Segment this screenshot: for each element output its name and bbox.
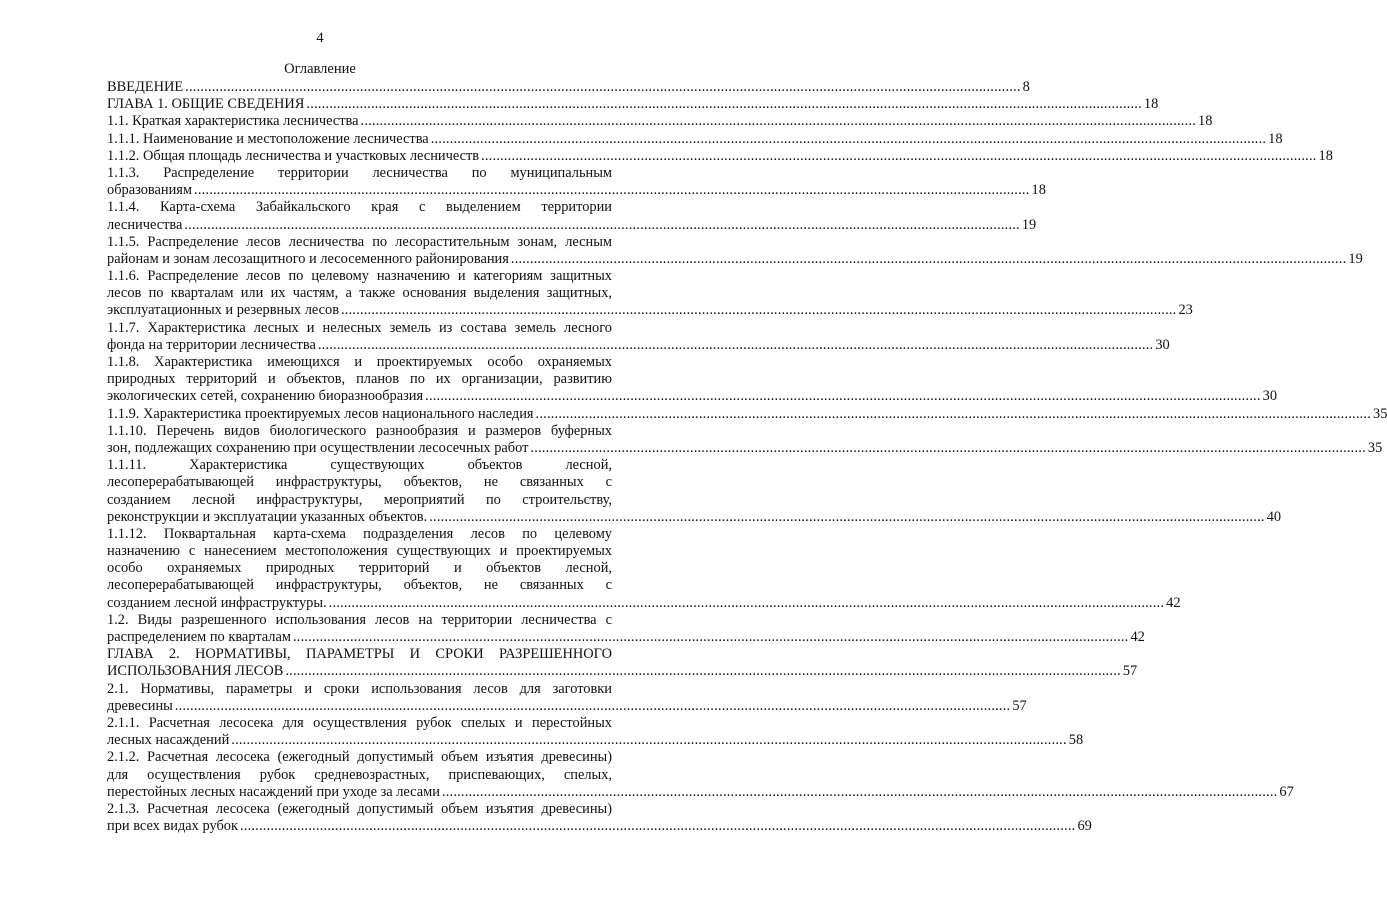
toc-entry-text: экологических сетей, сохранению биоразнообразия: [107, 388, 424, 405]
toc-entry-text: природных территорий и объектов, планов по их организации, развитию: [107, 371, 612, 388]
toc-entry[interactable]: [107, 457, 1282, 526]
toc-entry-text: 1.1.7. Характеристика лесных и нелесных земель из состава земель лесного: [107, 319, 612, 336]
toc-page-number: 18: [1318, 147, 1333, 164]
toc-entry-text: особо охраняемых природных территорий и объектов лесной,: [107, 560, 612, 577]
dot-leader: ............................................................................................................................................................................................................................: [285, 663, 1121, 680]
toc-entry-text: фонда на территории лесничества: [107, 336, 316, 353]
toc-entry-text: лесоперерабатывающей инфраструктуры, объектов, не связанных с: [107, 577, 612, 594]
toc-entry-text: назначению с нанесением местоположения существующих и проектируемых: [107, 543, 612, 560]
toc-entry-last-line: [107, 147, 1333, 165]
toc-entry[interactable]: [107, 268, 1193, 320]
toc-entry-text: лесничества: [107, 216, 183, 233]
toc-entry[interactable]: [107, 422, 1383, 457]
toc-page-number: 40: [1266, 508, 1282, 525]
toc-entry-text: 1.1.2. Общая площадь лесничества и участковых лесничеств: [107, 147, 480, 164]
toc-entry-text: 1.1.11. Характеристика существующих объектов лесной,: [107, 457, 612, 474]
toc-entry-text: ГЛАВА 2. НОРМАТИВЫ, ПАРАМЕТРЫ И СРОКИ РАЗРЕШЕННОГО: [107, 646, 612, 663]
toc-page-number: 57: [1122, 663, 1138, 680]
toc-entry-text: ВВЕДЕНИЕ: [107, 79, 184, 95]
toc-entry-text: лесоперерабатывающей инфраструктуры, объектов, не связанных с: [107, 474, 612, 491]
toc-entry-text: распределением по кварталам: [107, 629, 291, 645]
toc-entry-last-line: [107, 336, 1170, 354]
toc-entry-text: эксплуатационных и резервных лесов: [107, 302, 339, 319]
toc-page-number: 18: [1268, 130, 1283, 147]
dot-leader: ............................................................................................................................................................................................................................: [194, 182, 1030, 199]
toc-page-number: 69: [1077, 818, 1092, 835]
dot-leader: ............................................................................................................................................................................................................................: [441, 783, 1278, 800]
toc-page-number: 8: [1022, 79, 1030, 95]
toc-entry-text: реконструкции и эксплуатации указанных объектов.: [107, 508, 428, 525]
dot-leader: ............................................................................................................................................................................................................................: [425, 388, 1261, 405]
toc-entry-last-line: [107, 405, 1387, 423]
toc-entry-last-line: [107, 130, 1283, 148]
toc-entry[interactable]: [107, 646, 1138, 680]
dot-leader: ............................................................................................................................................................................................................................: [510, 250, 1347, 267]
toc-entry-last-line: [107, 96, 1159, 113]
toc-entry-last-line: [107, 732, 1084, 749]
toc-page-number: 35: [1367, 439, 1383, 456]
toc-entry-text: при всех видах рубок: [107, 818, 238, 835]
toc-entry[interactable]: [107, 714, 1084, 749]
toc-entry[interactable]: [107, 749, 1294, 801]
toc-page-number: 19: [1348, 250, 1363, 267]
toc-entry-last-line: [107, 79, 1030, 96]
toc-page-number: 42: [1130, 629, 1145, 645]
dot-leader: ............................................................................................................................................................................................................................: [317, 336, 1154, 353]
toc-entry-last-line: [107, 439, 1383, 457]
dot-leader: ............................................................................................................................................................................................................................: [239, 818, 1076, 835]
dot-leader: ............................................................................................................................................................................................................................: [530, 439, 1366, 456]
toc-entry-text: 2.1.3. Расчетная лесосека (ежегодный допустимый объем изъятия древесины): [107, 800, 612, 817]
toc-entry[interactable]: [107, 113, 1213, 130]
toc-entry-text: 1.1.9. Характеристика проектируемых лесов национального наследия: [107, 405, 534, 422]
dot-leader: ............................................................................................................................................................................................................................: [184, 216, 1020, 233]
toc-entry[interactable]: [107, 96, 1159, 113]
dot-leader: ............................................................................................................................................................................................................................: [292, 629, 1129, 645]
toc-title: Оглавление: [284, 61, 356, 77]
toc-entry-last-line: [107, 663, 1138, 680]
toc-entry-text: лесных насаждений: [107, 732, 230, 749]
toc-page-number: 58: [1068, 732, 1084, 749]
toc-entry-text: перестойных лесных насаждений при уходе за лесами: [107, 783, 440, 800]
toc-entry-text: 1.1.6. Распределение лесов по целевому назначению и категориям защитных: [107, 268, 612, 285]
toc-entry-text: районам и зонам лесозащитного и лесосеменного районирования: [107, 250, 509, 267]
toc-entry-last-line: [107, 302, 1193, 319]
toc-page-number: 23: [1178, 302, 1193, 319]
toc-page-number: 35: [1373, 405, 1387, 422]
toc-entry-text: 1.1.5. Распределение лесов лесничества по лесорастительным зонам, лесным: [107, 233, 612, 250]
dot-leader: ............................................................................................................................................................................................................................: [481, 147, 1317, 164]
toc-entry-last-line: [107, 629, 1145, 646]
toc-entry-last-line: [107, 783, 1294, 801]
toc-entry-last-line: [107, 182, 1046, 199]
toc-entry-last-line: [107, 594, 1181, 612]
toc-entry[interactable]: [107, 354, 1278, 406]
toc-page-number: 42: [1166, 594, 1181, 611]
toc-entry-text: созданием лесной инфраструктуры.: [107, 594, 327, 611]
toc-entry-last-line: [107, 388, 1278, 405]
toc-entry-last-line: [107, 697, 1027, 715]
toc-page-number: 67: [1279, 783, 1294, 800]
dot-leader: ............................................................................................................................................................................................................................: [185, 79, 1021, 95]
toc-entry[interactable]: [107, 525, 1181, 612]
dot-leader: ............................................................................................................................................................................................................................: [360, 113, 1196, 130]
toc-entry-text: ГЛАВА 1. ОБЩИЕ СВЕДЕНИЯ: [107, 96, 305, 113]
toc-entry-text: лесов по кварталам или их частям, а также основания выделения защитных,: [107, 285, 612, 302]
toc-entry[interactable]: [107, 611, 1145, 646]
toc-entry[interactable]: [107, 233, 1363, 268]
toc-entry-text: 1.1.10. Перечень видов биологического разнообразия и размеров буферных: [107, 422, 612, 439]
toc-page-number: 18: [1031, 182, 1046, 199]
page-number: 4: [316, 30, 324, 46]
dot-leader: ............................................................................................................................................................................................................................: [341, 302, 1177, 319]
toc-entry[interactable]: [107, 405, 1387, 423]
toc-page-number: 57: [1012, 697, 1027, 714]
toc-entry-text: 1.1.8. Характеристика имеющихся и проектируемых особо охраняемых: [107, 354, 612, 370]
toc-entry-text: ИСПОЛЬЗОВАНИЯ ЛЕСОВ: [107, 663, 284, 680]
toc-entry-text: 1.2. Виды разрешенного использования лесов на территории лесничества с: [107, 611, 612, 628]
dot-leader: ............................................................................................................................................................................................................................: [328, 594, 1165, 611]
dot-leader: ............................................................................................................................................................................................................................: [430, 130, 1267, 147]
toc-entry[interactable]: [107, 680, 1027, 715]
toc-entry-text: образованиям: [107, 182, 193, 199]
toc-page-number: 18: [1198, 113, 1213, 130]
toc-entry-text: для осуществления рубок средневозрастных, приспевающих, спелых,: [107, 766, 612, 783]
toc-entry-last-line: [107, 250, 1363, 268]
toc-entry-text: 2.1.2. Расчетная лесосека (ежегодный допустимый объем изъятия древесины): [107, 749, 612, 766]
toc-page-number: 19: [1021, 216, 1037, 233]
toc-entry-last-line: [107, 818, 1092, 835]
toc-entry-text: 2.1.1. Расчетная лесосека для осуществления рубок спелых и перестойных: [107, 714, 612, 731]
toc-entry-text: 2.1. Нормативы, параметры и сроки использования лесов для заготовки: [107, 680, 612, 697]
toc-entry-text: зон, подлежащих сохранению при осуществлении лесосечных работ: [107, 439, 529, 456]
toc-entry-text: 1.1.3. Распределение территории лесничества по муниципальным: [107, 164, 612, 181]
toc-entry-last-line: [107, 216, 1037, 234]
dot-leader: ............................................................................................................................................................................................................................: [306, 96, 1142, 113]
dot-leader: ............................................................................................................................................................................................................................: [535, 405, 1372, 422]
toc-entry[interactable]: [107, 147, 1333, 165]
toc-page-number: 30: [1155, 336, 1170, 353]
dot-leader: ............................................................................................................................................................................................................................: [429, 508, 1265, 525]
toc-entry-text: 1.1.1. Наименование и местоположение лесничества: [107, 130, 429, 147]
toc-entry-text: созданием лесной инфраструктуры, мероприятий по строительству,: [107, 491, 612, 508]
toc-entry-last-line: [107, 508, 1282, 526]
toc-entry[interactable]: [107, 199, 1037, 233]
dot-leader: ............................................................................................................................................................................................................................: [174, 697, 1011, 714]
toc-page-number: 18: [1143, 96, 1159, 113]
toc-entry[interactable]: [107, 800, 1092, 835]
toc-entry-text: древесины: [107, 697, 173, 714]
toc-entry[interactable]: [107, 319, 1170, 354]
toc-entry-text: 1.1.12. Поквартальная карта-схема подразделения лесов по целевому: [107, 525, 612, 542]
toc-entry-last-line: [107, 113, 1213, 130]
toc-entry-text: 1.1.4. Карта-схема Забайкальского края с выделением территории: [107, 199, 612, 216]
toc-entry[interactable]: [107, 164, 1046, 199]
toc-entry[interactable]: [107, 79, 1030, 96]
dot-leader: ............................................................................................................................................................................................................................: [231, 732, 1067, 749]
table-of-contents: [107, 79, 1387, 835]
toc-entry-text: 1.1. Краткая характеристика лесничества: [107, 113, 359, 130]
toc-entry[interactable]: [107, 130, 1283, 148]
toc-page-number: 30: [1262, 388, 1278, 405]
